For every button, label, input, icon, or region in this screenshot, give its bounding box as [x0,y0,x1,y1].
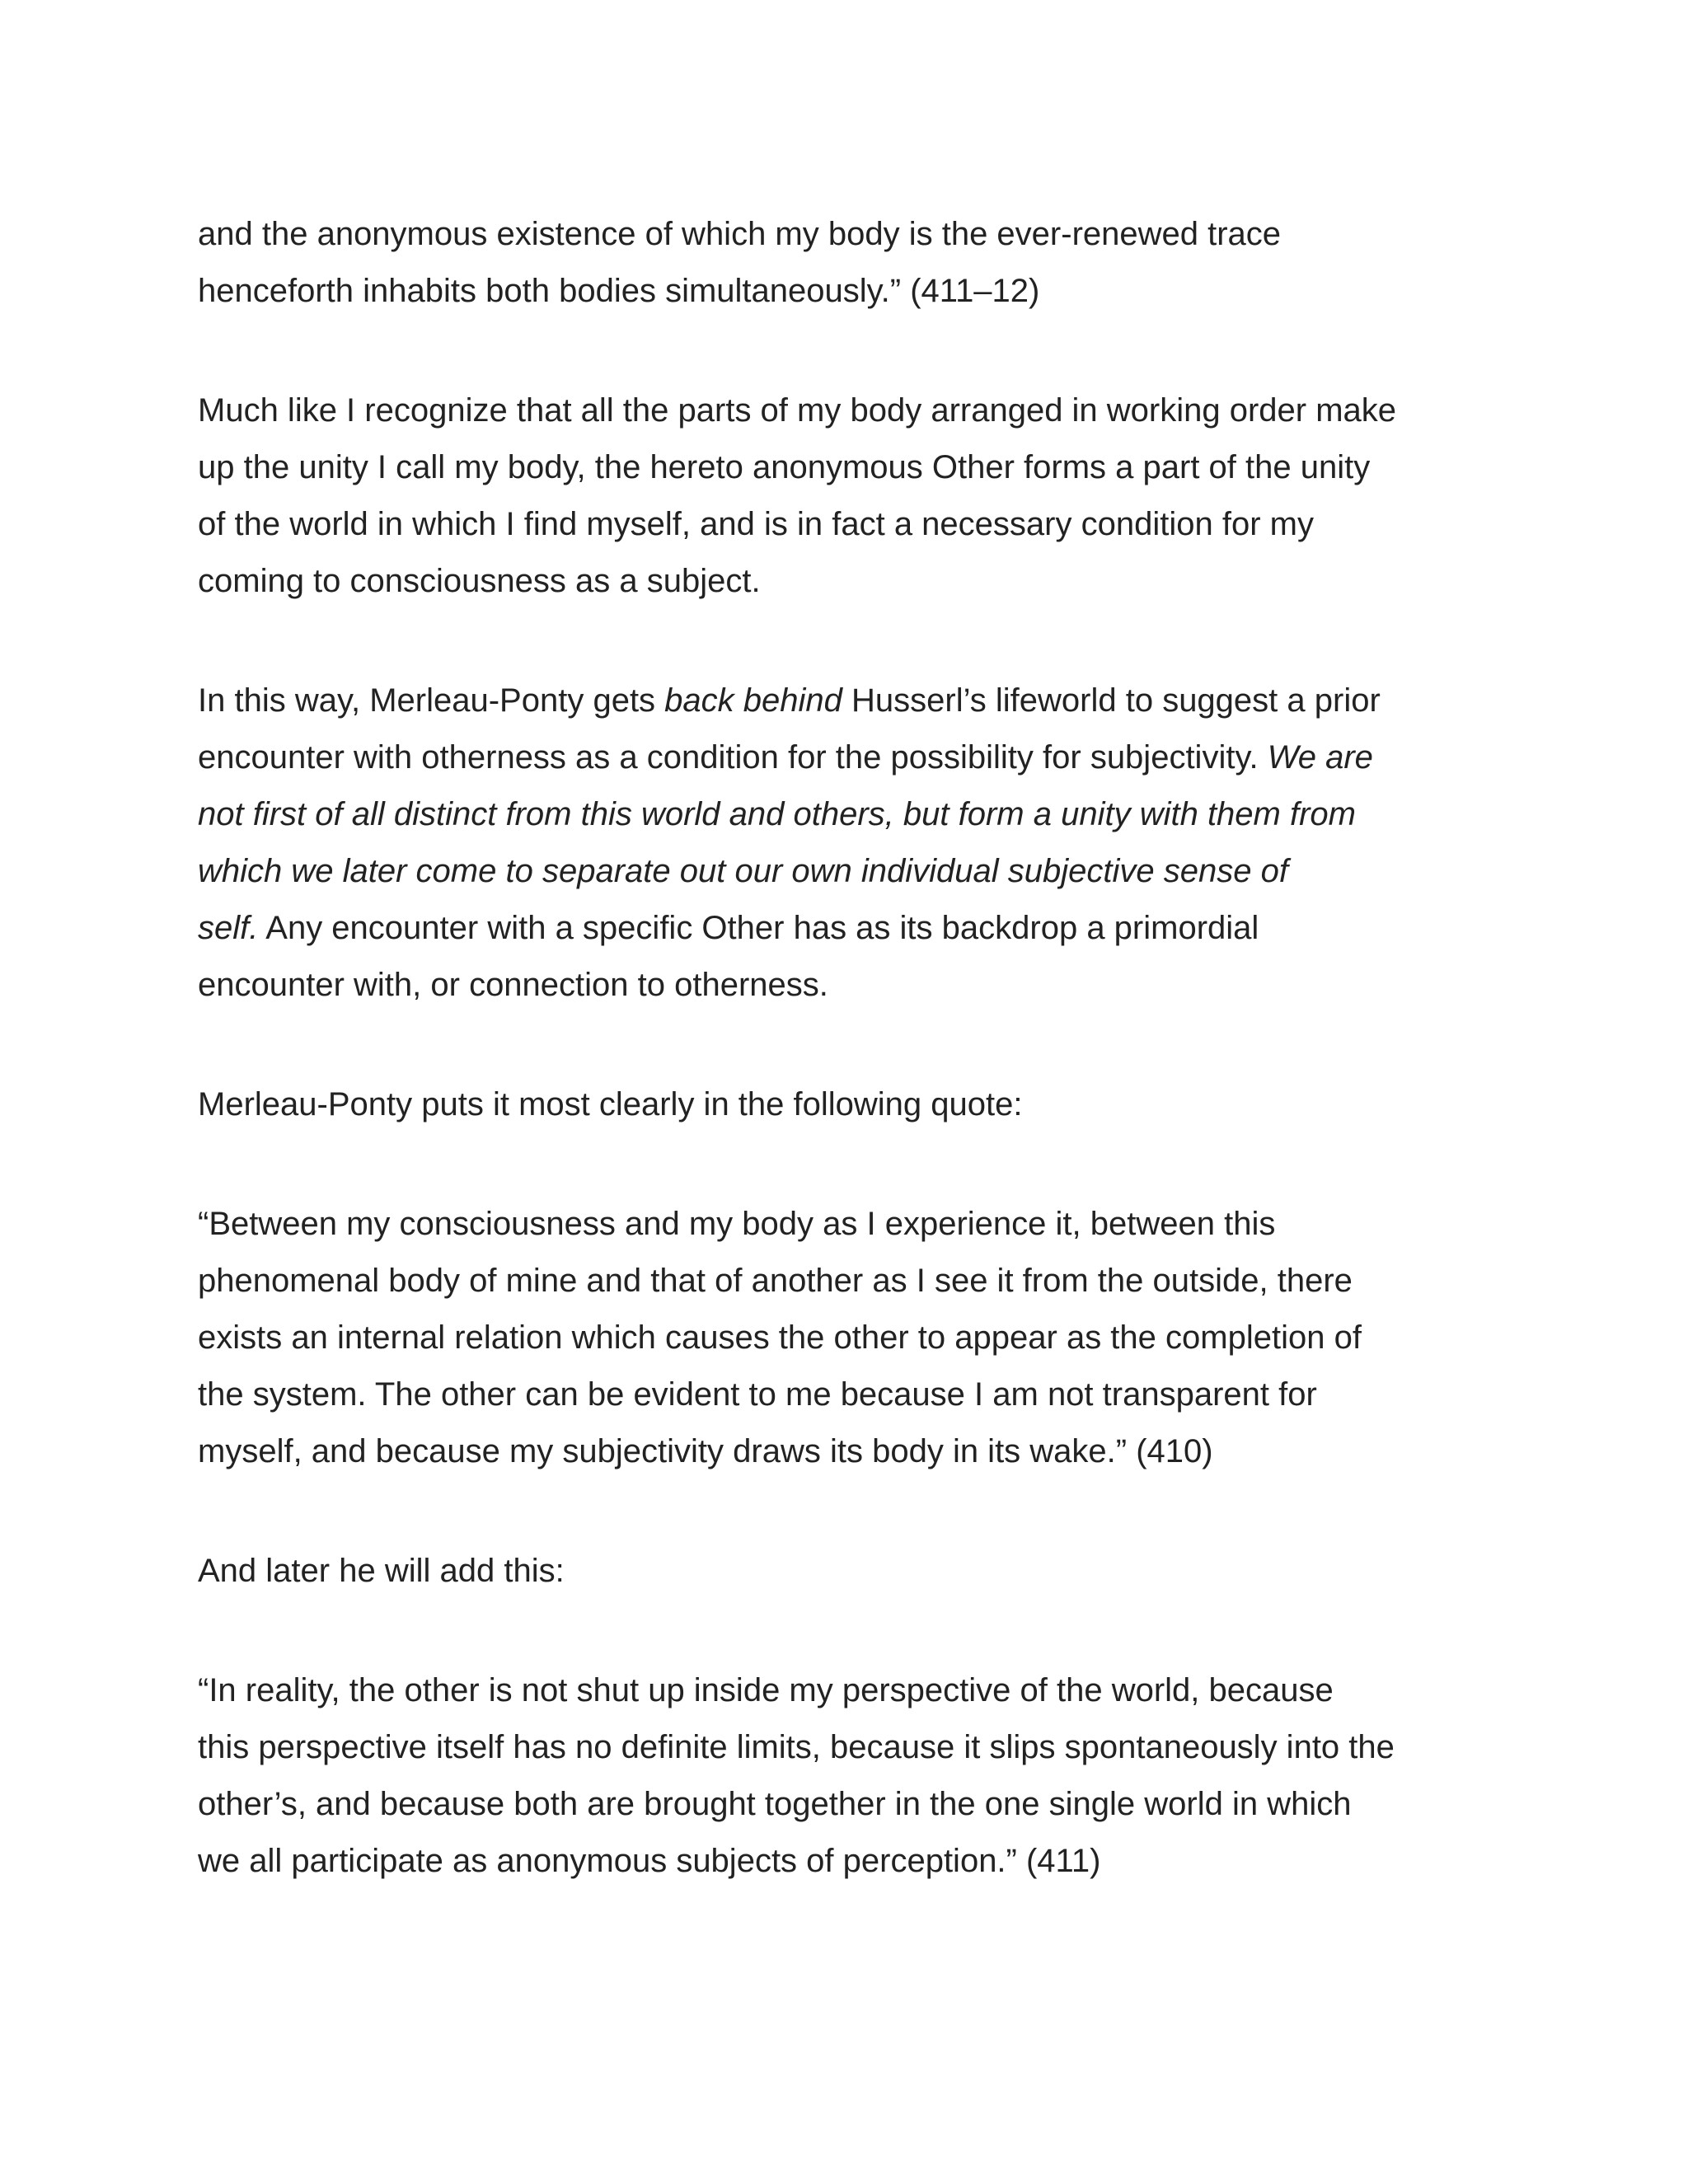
italic-run: back behind [664,682,842,719]
paragraph-unity-of-body [198,382,1500,610]
text-line [198,729,1500,786]
text-line: Much like I recognize that all the parts of my body arranged in working order make [198,392,1397,429]
text-line: “In reality, the other is not shut up inside my perspective of the world, because [198,1672,1334,1708]
text-line [198,900,1500,957]
paragraph-quote-continuation [198,206,1500,320]
text-line [198,673,1500,729]
text-line: Merleau-Ponty puts it most clearly in the following quote: [198,1086,1023,1122]
text-line: not first of all distinct from this world and others, but form a unity with them from [198,796,1356,832]
text-line: “Between my consciousness and my body as I experience it, between this [198,1206,1276,1242]
text-line: this perspective itself has no definite limits, because it slips spontaneously into the [198,1729,1395,1765]
text-line: encounter with, or connection to otherness. [198,967,828,1003]
document-body [198,206,1500,1952]
text-run: encounter with otherness as a condition for the possibility for subjectivity. [198,739,1268,776]
text-line: we all participate as anonymous subjects of perception.” (411) [198,1843,1101,1879]
text-run: Any encounter with a specific Other has as its backdrop a primordial [258,910,1259,946]
paragraph-quote-411 [198,1662,1500,1890]
text-line: which we later come to separate out our own individual subjective sense of [198,853,1288,889]
text-line: And later he will add this: [198,1553,565,1589]
paragraph-quote-intro [198,1076,1500,1133]
text-line: myself, and because my subjectivity draws its body in its wake.” (410) [198,1433,1213,1469]
paragraph-quote-410 [198,1196,1500,1480]
paragraph-later-intro [198,1543,1500,1600]
text-line: the system. The other can be evident to me because I am not transparent for [198,1376,1317,1413]
text-line: up the unity I call my body, the hereto anonymous Other forms a part of the unity [198,449,1371,485]
text-run: In this way, Merleau-Ponty gets [198,682,665,719]
text-run: Husserl’s lifeworld to suggest a prior [842,682,1381,719]
text-line: other’s, and because both are brought together in the one single world in which [198,1786,1352,1822]
italic-run: We are [1267,739,1373,776]
text-line: coming to consciousness as a subject. [198,563,761,599]
text-line: of the world in which I find myself, and is in fact a necessary condition for my [198,506,1314,542]
text-line: henceforth inhabits both bodies simultaneously.” (411–12) [198,273,1040,309]
italic-run: self. [198,910,259,946]
text-line: phenomenal body of mine and that of another as I see it from the outside, there [198,1263,1353,1299]
text-line: exists an internal relation which causes the other to appear as the completion of [198,1319,1362,1356]
paragraph-back-behind-lifeworld [198,673,1500,1014]
text-line: and the anonymous existence of which my body is the ever-renewed trace [198,216,1282,252]
